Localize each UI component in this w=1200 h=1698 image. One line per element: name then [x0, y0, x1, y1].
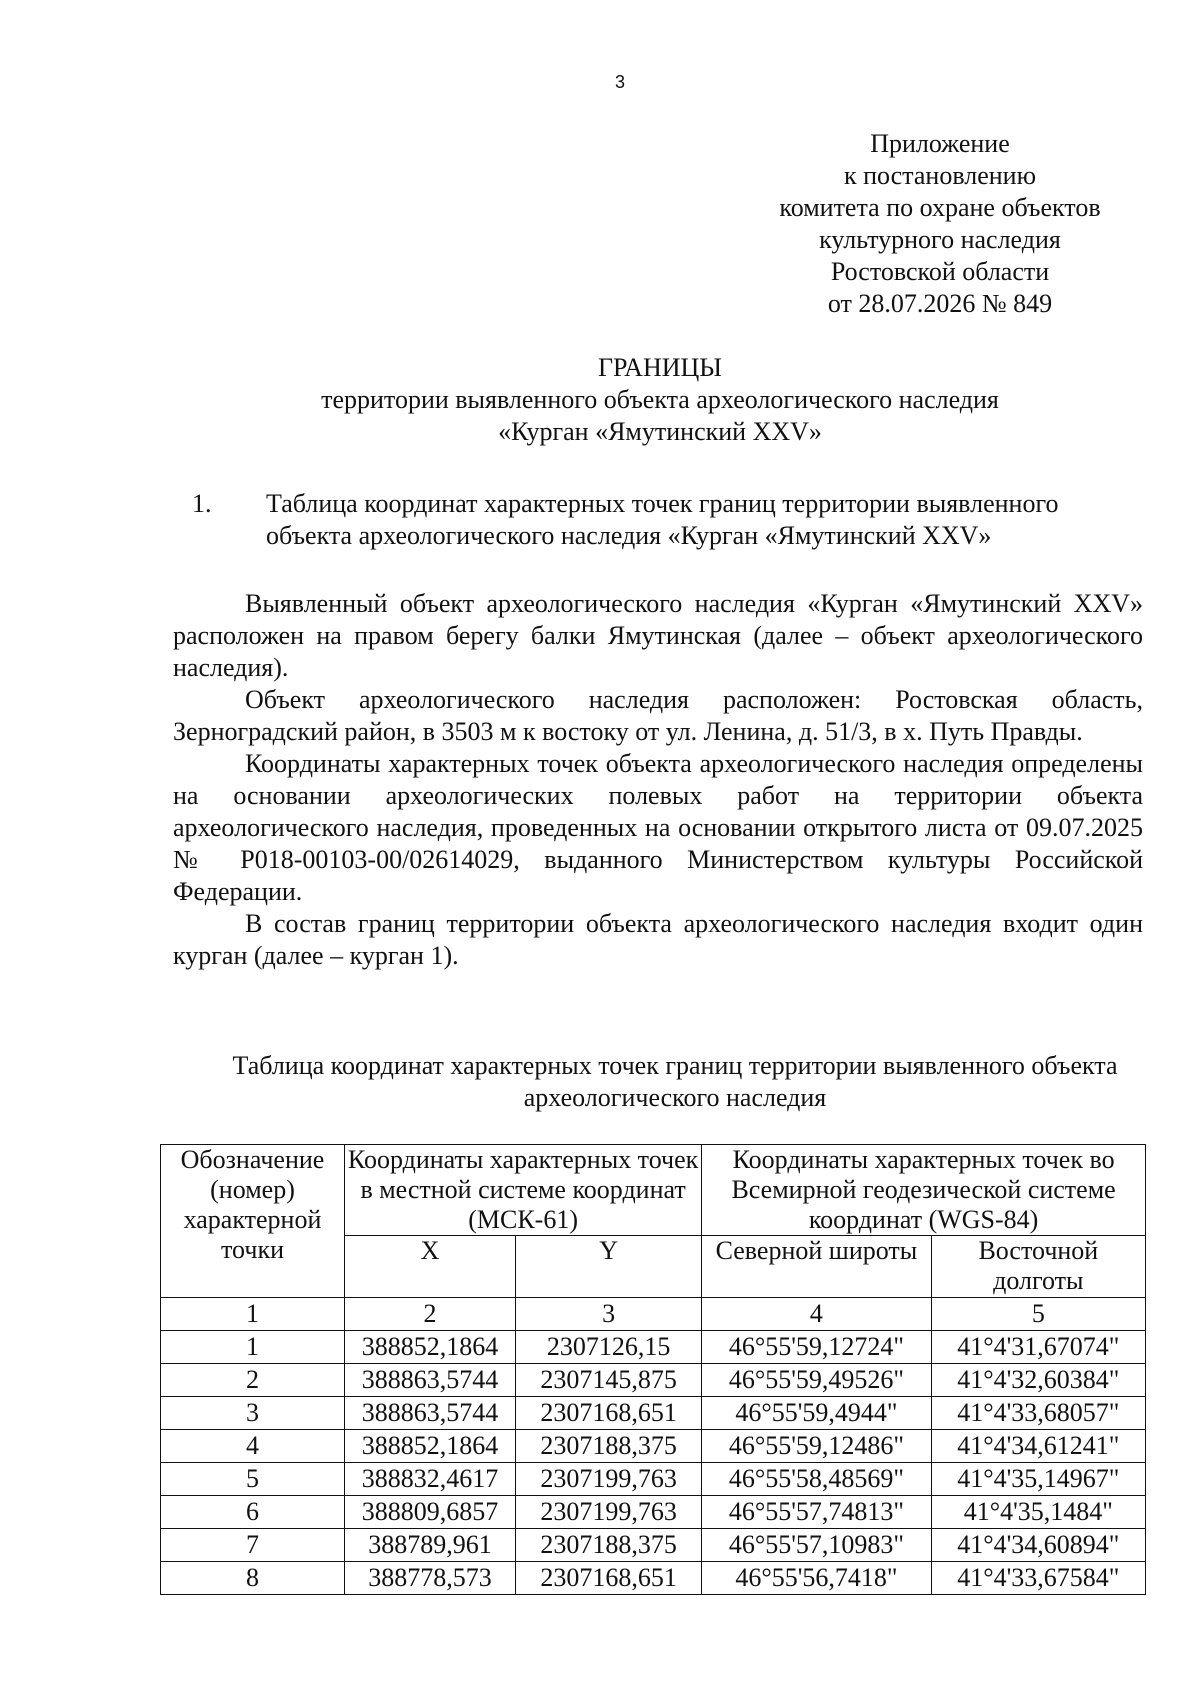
point-number: 5	[161, 1463, 345, 1496]
table-row	[161, 1430, 1146, 1463]
x-coordinate: 388789,961	[345, 1529, 516, 1562]
y-coordinate: 2307126,15	[516, 1331, 702, 1364]
x-coordinate: 388778,573	[345, 1562, 516, 1595]
appendix-line: культурного наследия	[819, 225, 1061, 254]
x-coordinate: 388832,4617	[345, 1463, 516, 1496]
x-coordinate: 388852,1864	[345, 1331, 516, 1364]
x-coordinate: 388863,5744	[345, 1397, 516, 1430]
header-point-designation: Обозначение (номер) характерной точки	[161, 1145, 345, 1298]
title-heading: ГРАНИЦЫ	[598, 353, 722, 382]
appendix-line: Ростовской области	[830, 257, 1050, 286]
latitude: 46°55'57,74813"	[702, 1496, 931, 1529]
longitude: 41°4'33,68057"	[931, 1397, 1145, 1430]
point-number: 6	[161, 1496, 345, 1529]
longitude: 41°4'35,1484"	[931, 1496, 1145, 1529]
column-number: 4	[702, 1298, 931, 1331]
x-coordinate: 388852,1864	[345, 1430, 516, 1463]
column-number: 3	[516, 1298, 702, 1331]
y-coordinate: 2307168,651	[516, 1562, 702, 1595]
page-number: 3	[614, 72, 625, 92]
appendix-line: Приложение	[870, 129, 1010, 158]
section-text: Таблица координат характерных точек границ территории выявленного объекта археологического наследия «Курган «Ямутинский XXV»	[266, 489, 1059, 550]
header-msk61: Координаты характерных точек в местной системе координат (МСК-61)	[345, 1145, 702, 1236]
appendix-line: комитета по охране объектов	[779, 193, 1101, 222]
paragraph: В состав границ территории объекта археологического наследия входит один курган (далее – курган 1).	[173, 909, 1143, 970]
longitude: 41°4'33,67584"	[931, 1562, 1145, 1595]
title-line: территории выявленного объекта археологического наследия	[321, 385, 999, 414]
table-row	[161, 1463, 1146, 1496]
table-row	[161, 1364, 1146, 1397]
column-number: 2	[345, 1298, 516, 1331]
y-coordinate: 2307199,763	[516, 1463, 702, 1496]
header-wgs84: Координаты характерных точек во Всемирной геодезической системе координат (WGS-84)	[702, 1145, 1146, 1236]
table-row	[161, 1496, 1146, 1529]
table-row	[161, 1562, 1146, 1595]
point-number: 4	[161, 1430, 345, 1463]
x-coordinate: 388809,6857	[345, 1496, 516, 1529]
paragraph: Координаты характерных точек объекта археологического наследия определены на основании археологических полевых работ на территории объекта археологического наследия, проведенных на основании открытого листа от 09.07.2025 № Р018-00103-00/02614029, выданного Министерством культуры Российской Федерации.	[173, 749, 1143, 906]
appendix-date-number: от 28.07.2026 № 849	[827, 289, 1053, 318]
header-y: Y	[516, 1236, 702, 1298]
latitude: 46°55'59,12724"	[702, 1331, 931, 1364]
body-text	[173, 588, 1143, 972]
longitude: 41°4'32,60384"	[931, 1364, 1145, 1397]
x-coordinate: 388863,5744	[345, 1364, 516, 1397]
point-number: 2	[161, 1364, 345, 1397]
y-coordinate: 2307199,763	[516, 1496, 702, 1529]
document-title	[160, 352, 1160, 448]
longitude: 41°4'34,60894"	[931, 1529, 1145, 1562]
latitude: 46°55'59,4944"	[702, 1397, 931, 1430]
table-row	[161, 1397, 1146, 1430]
point-number: 8	[161, 1562, 345, 1595]
header-latitude: Северной широты	[702, 1236, 931, 1298]
latitude: 46°55'57,10983"	[702, 1529, 931, 1562]
latitude: 46°55'58,48569"	[702, 1463, 931, 1496]
paragraph: Выявленный объект археологического наследия «Курган «Ямутинский XXV» расположен на правом берегу балки Ямутинская (далее – объект археологического наследия).	[173, 589, 1143, 682]
longitude: 41°4'34,61241"	[931, 1430, 1145, 1463]
latitude: 46°55'56,7418"	[702, 1562, 931, 1595]
title-object-name: «Курган «Ямутинский XXV»	[498, 417, 822, 446]
section-number: 1.	[192, 489, 212, 518]
y-coordinate: 2307188,375	[516, 1529, 702, 1562]
point-number: 1	[161, 1331, 345, 1364]
appendix-block	[740, 128, 1140, 320]
column-number: 5	[931, 1298, 1145, 1331]
table-row	[161, 1331, 1146, 1364]
longitude: 41°4'31,67074"	[931, 1331, 1145, 1364]
latitude: 46°55'59,49526"	[702, 1364, 931, 1397]
point-number: 7	[161, 1529, 345, 1562]
y-coordinate: 2307145,875	[516, 1364, 702, 1397]
longitude: 41°4'35,14967"	[931, 1463, 1145, 1496]
appendix-line: к постановлению	[843, 161, 1037, 190]
table-caption: Таблица координат характерных точек границ территории выявленного объекта археологического наследия	[232, 1051, 1118, 1112]
paragraph: Объект археологического наследия расположен: Ростовская область, Зерноградский район, в 3503 м к востоку от ул. Ленина, д. 51/3, в х. Путь Правды.	[173, 685, 1143, 746]
header-x: X	[345, 1236, 516, 1298]
y-coordinate: 2307188,375	[516, 1430, 702, 1463]
table-row	[161, 1529, 1146, 1562]
latitude: 46°55'59,12486"	[702, 1430, 931, 1463]
point-number: 3	[161, 1397, 345, 1430]
y-coordinate: 2307168,651	[516, 1397, 702, 1430]
header-longitude: Восточной долготы	[931, 1236, 1145, 1298]
column-number: 1	[161, 1298, 345, 1331]
coordinates-table	[160, 1144, 1146, 1595]
